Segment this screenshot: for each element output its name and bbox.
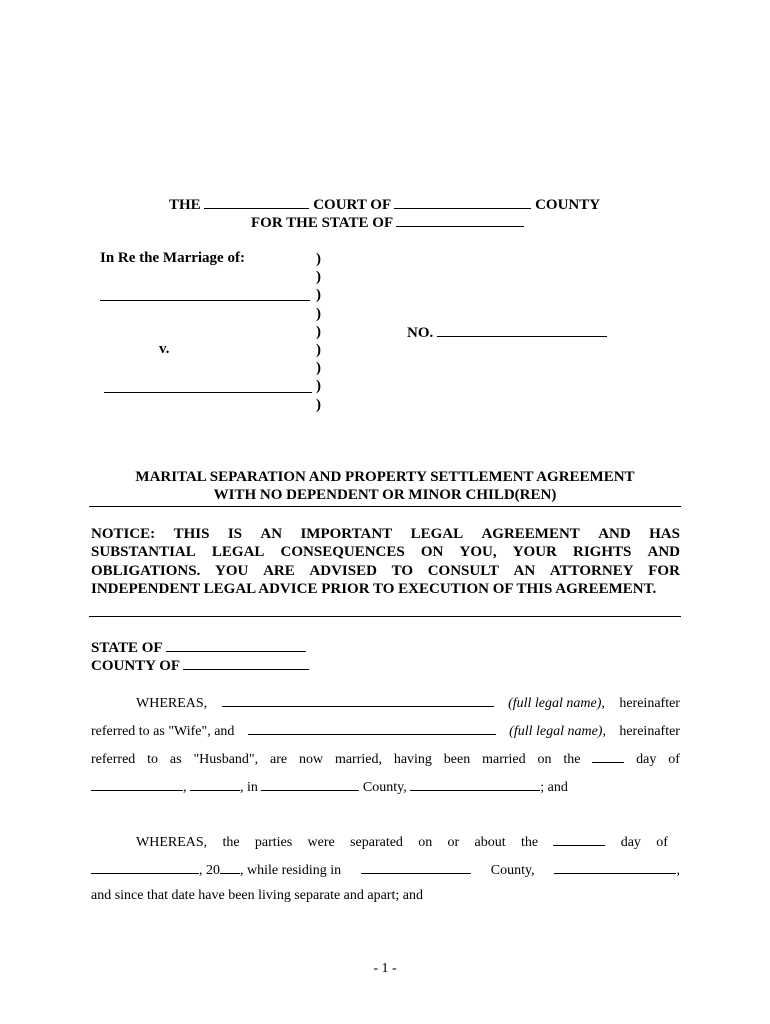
body-word: the [563,752,581,767]
notice-word: AN [260,526,283,542]
body-word: referred [91,752,136,767]
body-line-1 [136,693,680,712]
marriage-state-blank[interactable] [410,777,540,791]
notice-word: YOU, [459,544,497,560]
notice-word: AND [598,526,631,542]
caption-line-1 [169,195,600,214]
venue-state-row [91,638,306,657]
paren: ) [316,360,321,377]
body-word: the [520,835,539,850]
paren: ) [316,378,321,395]
notice-word: ON [420,544,444,560]
county-text: County, [362,780,407,795]
caption-for-state: FOR THE STATE OF [251,215,393,231]
in-text: , in [240,780,258,795]
twenty-text: , 20 [199,863,220,878]
body-p2-line-1 [136,832,668,851]
paren: ) [316,323,321,340]
body-word: married, [334,752,382,767]
body-word: WHEREAS, [136,835,208,850]
notice-word: OBLIGATIONS. [91,563,201,579]
whereas-text: WHEREAS, [136,696,208,711]
while-residing-text: , while residing in [240,863,342,878]
marriage-day-blank[interactable] [592,749,624,763]
husband-name-blank[interactable] [248,721,496,735]
agreement-title-line-2: WITH NO DEPENDENT OR MINOR CHILD(REN) [213,487,557,503]
body-p2-line-3: and since that date have been living separate and apart; and [91,888,423,903]
notice-word: YOUR [512,544,557,560]
page-number: - 1 - [373,961,397,976]
caption-paren-column [316,250,321,414]
body-line-4 [91,777,568,796]
notice-line-1 [91,526,680,543]
notice-line-3 [91,563,680,580]
separation-state-blank[interactable] [554,860,676,874]
notice-word: SUBSTANTIAL [91,544,196,560]
notice-word: CONSEQUENCES [280,544,405,560]
notice-word: IMPORTANT [300,526,393,542]
comma-text: , [676,863,680,878]
body-word: parties [254,835,293,850]
venue-county-row [91,656,309,675]
body-word: as [169,752,182,767]
notice-divider [89,616,681,617]
body-word: married [482,752,526,767]
agreement-title-line-1: MARITAL SEPARATION AND PROPERTY SETTLEMENT AGREEMENT [135,469,635,485]
notice-word: NOTICE: [91,526,156,542]
notice-word: HAS [649,526,680,542]
county-of-label: COUNTY OF [91,658,180,674]
in-re-marriage-label: In Re the Marriage of: [100,250,245,266]
body-word: having [393,752,432,767]
title-divider [89,506,681,507]
notice-word: TO [391,563,414,579]
venue-state-blank[interactable] [166,638,306,652]
comma-text: , [183,780,187,795]
notice-word: CONSULT [427,563,499,579]
case-number-blank[interactable] [437,323,607,337]
caption-county: COUNTY [535,197,601,213]
body-word: the [222,835,240,850]
full-legal-name-note: (full legal name), [509,724,606,739]
paren: ) [316,269,321,286]
body-word: "Husband", [193,752,259,767]
notice-word: FOR [648,563,680,579]
notice-word: RIGHTS [573,544,632,560]
marriage-county-blank[interactable] [261,777,359,791]
referred-wife-text: referred to as "Wife", and [91,724,235,739]
body-word: about [474,835,506,850]
venue-county-blank[interactable] [183,656,309,670]
caption-line-2 [251,213,524,232]
caption-court-of: COURT OF [313,197,391,213]
body-word: of [656,835,668,850]
separation-day-blank[interactable] [553,832,605,846]
body-word: to [147,752,159,767]
body-word: or [447,835,460,850]
body-word: are [270,752,288,767]
body-word: on [537,752,552,767]
body-word: day [636,752,657,767]
paren: ) [316,287,321,304]
separation-year-blank[interactable] [220,860,240,874]
paren: ) [316,396,321,413]
notice-word: AN [513,563,536,579]
body-line-3 [91,749,680,768]
case-number-label: NO. [407,325,434,341]
notice-word: AGREEMENT [481,526,580,542]
party-1-name-blank[interactable] [100,286,310,301]
notice-word: YOU [215,563,249,579]
state-name-blank[interactable] [396,213,524,227]
state-of-label: STATE OF [91,640,162,656]
hereinafter-text: hereinafter [619,724,680,739]
body-line-2 [91,721,680,740]
notice-word: LEGAL [211,544,265,560]
case-number-row [407,323,607,342]
body-word: day [620,835,641,850]
body-word: separated [350,835,403,850]
county-name-blank[interactable] [394,195,531,209]
and-text: ; and [540,780,568,795]
full-legal-name-note: (full legal name), [508,696,605,711]
notice-word: THIS [173,526,210,542]
body-p2-line-2 [91,860,680,879]
notice-word: ADVISED [309,563,377,579]
notice-word: IS [227,526,243,542]
paren: ) [316,305,321,322]
separation-month-blank[interactable] [91,860,199,874]
notice-word: LEGAL [410,526,464,542]
court-name-blank[interactable] [204,195,309,209]
body-word: on [418,835,433,850]
marriage-year-blank[interactable] [190,777,240,791]
body-word: now [298,752,324,767]
notice-word: AND [647,544,680,560]
body-word: were [307,835,335,850]
wife-name-blank[interactable] [222,693,494,707]
notice-line-4: INDEPENDENT LEGAL ADVICE PRIOR TO EXECUTION OF THIS AGREEMENT. [91,581,657,597]
versus-label: v. [159,341,170,357]
notice-line-2 [91,544,680,561]
body-word: been [443,752,471,767]
notice-word: ATTORNEY [549,563,634,579]
notice-word: ARE [263,563,295,579]
party-2-name-blank[interactable] [104,378,312,393]
separation-county-blank[interactable] [361,860,471,874]
hereinafter-text: hereinafter [619,696,680,711]
paren: ) [316,251,321,267]
county-text: County, [490,863,535,878]
paren: ) [316,342,321,359]
caption-the: THE [169,197,201,213]
marriage-month-blank[interactable] [91,777,183,791]
body-word: of [668,752,680,767]
